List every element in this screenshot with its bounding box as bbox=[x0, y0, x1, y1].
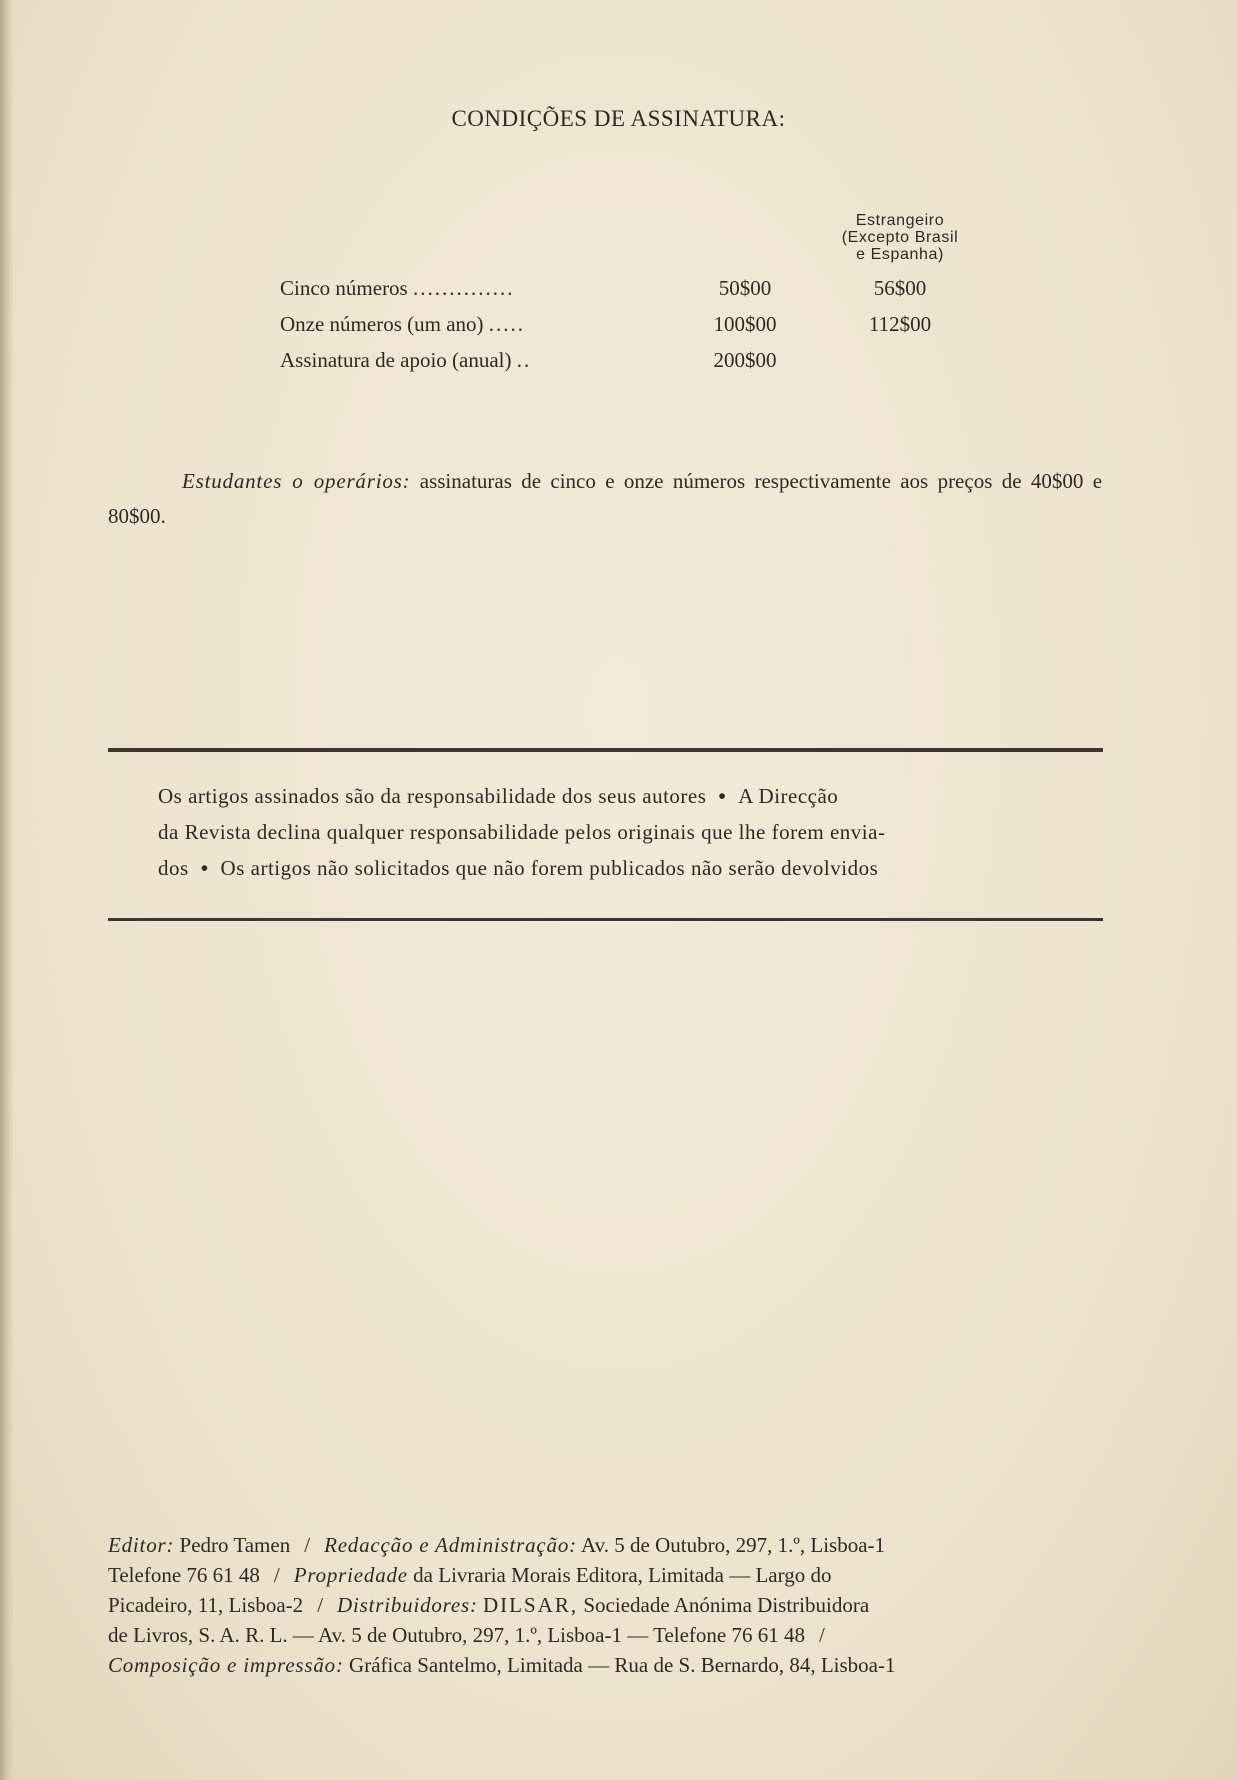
rate-label: Onze números (um ano) ..... bbox=[280, 312, 526, 336]
rate-row bbox=[0, 348, 1237, 378]
rate-price: 200$00 bbox=[713, 348, 777, 372]
rate-label: Assinatura de apoio (anual) .. bbox=[280, 348, 532, 372]
notice-line: Os artigos assinados são da responsabilidade dos seus autores • A Direcção bbox=[158, 784, 839, 808]
rate-row bbox=[0, 312, 1237, 342]
abroad-column-header bbox=[810, 212, 990, 263]
imprint-block bbox=[108, 1530, 1103, 1680]
rate-price: 100$00 bbox=[713, 312, 777, 336]
abroad-header-line: (Excepto Brasil bbox=[841, 229, 959, 246]
imprint-line: Picadeiro, 11, Lisboa-2 / Distribuidores: DILSAR, Sociedade Anónima Distribuidora bbox=[108, 1593, 870, 1617]
top-divider bbox=[108, 748, 1103, 752]
abroad-header-line: e Espanha) bbox=[856, 246, 944, 263]
page-edge bbox=[0, 0, 14, 1780]
disclaimer-notice bbox=[158, 778, 1054, 886]
rate-label: Cinco números .............. bbox=[280, 276, 515, 300]
imprint-line: Composição e impressão: Gráfica Santelmo, Limitada — Rua de S. Bernardo, 84, Lisboa-1 bbox=[108, 1653, 896, 1677]
abroad-header-line: Estrangeiro bbox=[855, 212, 945, 229]
page-title: CONDIÇÕES DE ASSINATURA: bbox=[451, 106, 786, 131]
rate-abroad-price: 56$00 bbox=[873, 276, 927, 300]
students-note bbox=[108, 464, 1102, 534]
bullet-icon: • bbox=[718, 784, 727, 808]
bottom-divider bbox=[108, 918, 1103, 921]
rate-abroad-price: 112$00 bbox=[868, 312, 932, 336]
notice-line: da Revista declina qualquer responsabilidade pelos originais que lhe forem envia- bbox=[158, 820, 886, 844]
students-text: assinaturas de cinco e onze números respectivamente aos preços de 40$00 e 80$00. bbox=[108, 469, 1103, 528]
rate-row bbox=[0, 276, 1237, 306]
bullet-icon: • bbox=[200, 856, 209, 880]
imprint-line: Telefone 76 61 48 / Propriedade da Livraria Morais Editora, Limitada — Largo do bbox=[108, 1563, 832, 1587]
rate-price: 50$00 bbox=[718, 276, 772, 300]
notice-line: dos • Os artigos não solicitados que não forem publicados não serão devolvidos bbox=[158, 856, 879, 880]
imprint-line: de Livros, S. A. R. L. — Av. 5 de Outubro, 297, 1.º, Lisboa-1 — Telefone 76 61 48 / bbox=[108, 1623, 825, 1647]
students-lead: Estudantes o operários: bbox=[182, 469, 411, 493]
imprint-line: Editor: Pedro Tamen / Redacção e Administração: Av. 5 de Outubro, 297, 1.º, Lisboa-1 bbox=[108, 1533, 886, 1557]
